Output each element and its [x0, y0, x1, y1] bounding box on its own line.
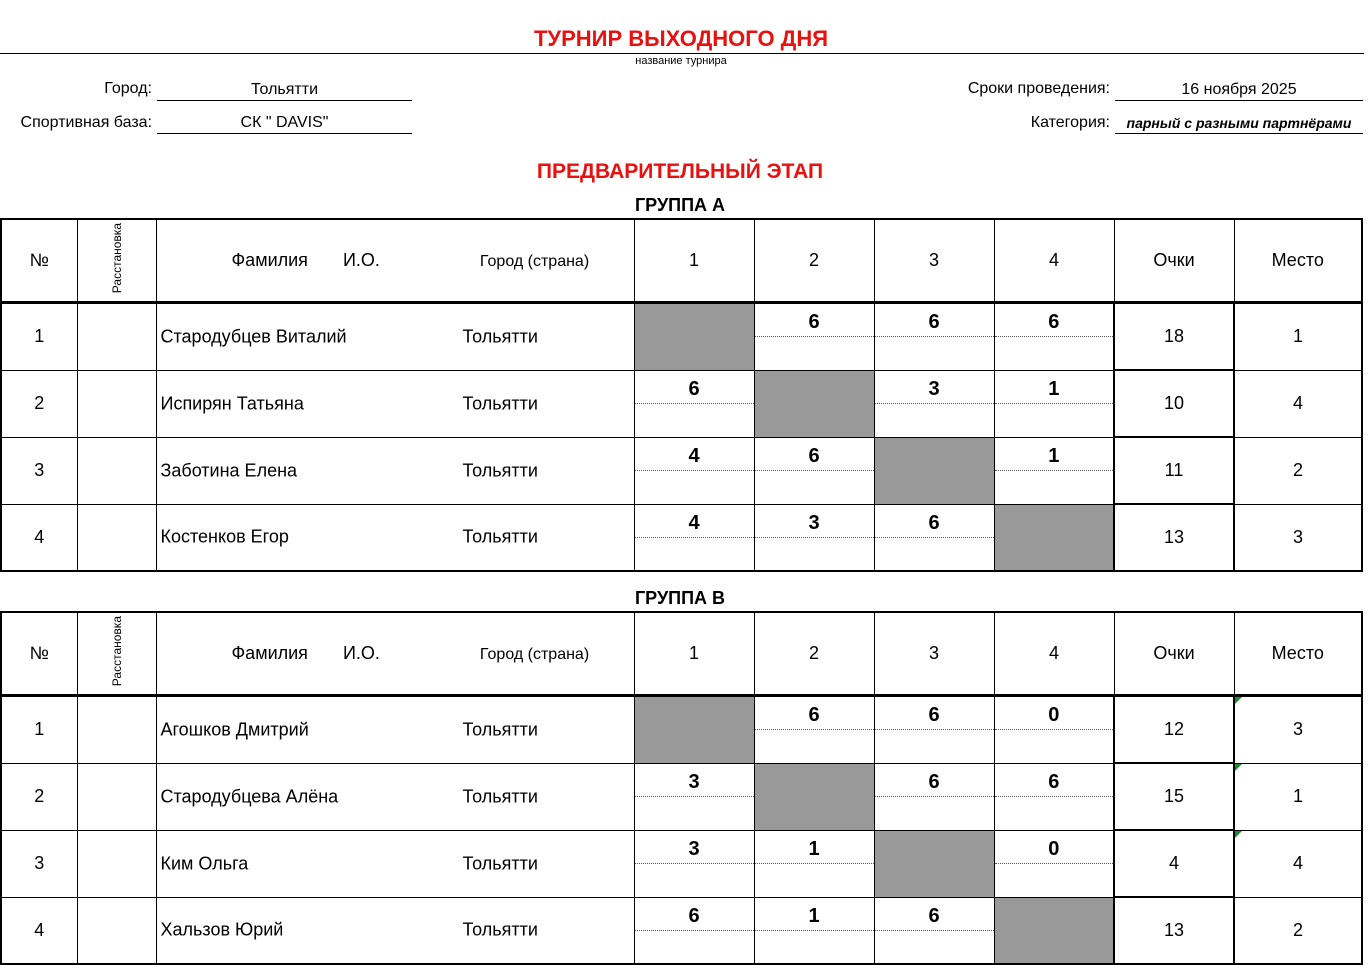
score-value: 6: [875, 505, 994, 538]
score-cell-3[interactable]: [874, 303, 994, 371]
score-cell-3[interactable]: [874, 897, 994, 964]
seeding-cell[interactable]: [77, 696, 156, 764]
row-number: 4: [1, 897, 77, 964]
place-cell[interactable]: [1234, 370, 1362, 437]
place-cell[interactable]: [1234, 830, 1362, 897]
seeding-cell[interactable]: [77, 370, 156, 437]
group-a-title: ГРУППА А: [634, 195, 726, 215]
player-cell[interactable]: [156, 830, 634, 897]
initials-label: И.О.: [342, 250, 380, 270]
tournament-subtitle: название турнира: [635, 55, 727, 67]
place-value: 1: [1292, 326, 1303, 347]
col-points-header: Очки: [1114, 612, 1234, 696]
tournament-title: ТУРНИР ВЫХОДНОГО ДНЯ: [533, 26, 829, 51]
player-city: Тольятти: [462, 393, 538, 413]
row-number: 3: [1, 830, 77, 897]
score-value: 6: [755, 438, 874, 471]
player-city: Тольятти: [462, 526, 538, 547]
seeding-cell[interactable]: [77, 897, 156, 964]
place-cell[interactable]: [1234, 303, 1362, 371]
points-cell[interactable]: 13: [1114, 504, 1234, 571]
row-number: 4: [1, 504, 77, 571]
col-seeding-header: [77, 612, 156, 696]
table-row: [1, 370, 1362, 437]
score-cell-4[interactable]: [994, 303, 1114, 371]
initials-label: И.О.: [342, 643, 380, 663]
points-cell[interactable]: 11: [1114, 437, 1234, 504]
score-cell-4[interactable]: [994, 763, 1114, 830]
points-cell[interactable]: 13: [1114, 897, 1234, 964]
comment-marker-icon[interactable]: [1235, 831, 1242, 838]
score-value: 3: [875, 371, 994, 404]
score-value: 6: [875, 898, 994, 931]
self-match-cell: [634, 696, 754, 764]
title-divider: [0, 53, 1364, 54]
table-header: [1, 612, 1362, 696]
table-row: [1, 303, 1362, 371]
score-cell-1[interactable]: [634, 830, 754, 897]
place-value: 2: [1292, 919, 1303, 940]
group-a-table: [0, 218, 1363, 572]
category-label: Категория:: [1030, 114, 1110, 131]
score-value: 4: [635, 438, 754, 471]
score-cell-4[interactable]: [994, 370, 1114, 437]
score-cell-4[interactable]: [994, 696, 1114, 764]
comment-marker-icon[interactable]: [1235, 764, 1242, 771]
score-cell-1[interactable]: [634, 763, 754, 830]
score-value: 6: [995, 304, 1114, 337]
score-value: 6: [875, 764, 994, 797]
row-number: 1: [1, 303, 77, 371]
player-cell[interactable]: [156, 370, 634, 437]
col-3-header: 3: [874, 612, 994, 696]
place-cell[interactable]: [1234, 763, 1362, 830]
place-cell[interactable]: [1234, 504, 1362, 571]
points-cell[interactable]: 4: [1114, 830, 1234, 897]
table-row: [1, 696, 1362, 764]
col-place-header: Место: [1234, 612, 1362, 696]
table-row: [1, 763, 1362, 830]
place-cell[interactable]: [1234, 696, 1362, 764]
player-name: Испирян Татьяна: [160, 393, 304, 413]
score-cell-1[interactable]: [634, 897, 754, 964]
score-cell-3[interactable]: [874, 504, 994, 571]
seeding-cell[interactable]: [77, 504, 156, 571]
self-match-cell: [754, 370, 874, 437]
city-col-label: Город (страна): [479, 253, 590, 270]
score-cell-1[interactable]: [634, 437, 754, 504]
self-match-cell: [754, 763, 874, 830]
score-cell-3[interactable]: [874, 696, 994, 764]
score-value: 6: [995, 764, 1114, 797]
seeding-label: Расстановка: [109, 615, 124, 687]
score-value: 3: [755, 505, 874, 538]
table-row: [1, 437, 1362, 504]
points-cell[interactable]: 15: [1114, 763, 1234, 830]
seeding-cell[interactable]: [77, 830, 156, 897]
place-value: 2: [1292, 460, 1303, 480]
score-cell-3[interactable]: [874, 763, 994, 830]
score-value: 1: [755, 898, 874, 931]
player-cell[interactable]: [156, 696, 634, 764]
table-row: [1, 504, 1362, 571]
surname-label: Фамилия: [231, 250, 308, 270]
player-cell[interactable]: [156, 763, 634, 830]
score-cell-4[interactable]: [994, 437, 1114, 504]
table-row: [1, 830, 1362, 897]
place-cell[interactable]: [1234, 437, 1362, 504]
score-cell-2[interactable]: [754, 437, 874, 504]
score-value: 6: [875, 697, 994, 730]
player-cell[interactable]: [156, 897, 634, 964]
city-col-label: Город (страна): [479, 646, 590, 663]
player-name: Костенков Егор: [160, 526, 289, 547]
group-b-title: ГРУППА В: [634, 588, 726, 608]
col-number-header: №: [1, 612, 77, 696]
col-3-header: 3: [874, 219, 994, 303]
row-number: 1: [1, 696, 77, 764]
self-match-cell: [874, 830, 994, 897]
place-value: 3: [1292, 719, 1303, 740]
score-value: 1: [995, 438, 1114, 471]
comment-marker-icon[interactable]: [1235, 697, 1242, 704]
place-cell[interactable]: [1234, 897, 1362, 964]
player-city: Тольятти: [462, 786, 538, 806]
col-number-header: №: [1, 219, 77, 303]
player-name: Хальзов Юрий: [160, 919, 284, 940]
col-1-header: 1: [634, 612, 754, 696]
player-city: Тольятти: [462, 853, 538, 873]
place-value: 1: [1292, 786, 1303, 806]
player-name: Агошков Дмитрий: [160, 719, 309, 740]
col-place-header: Место: [1234, 219, 1362, 303]
score-cell-2[interactable]: [754, 303, 874, 371]
score-cell-2[interactable]: [754, 696, 874, 764]
player-cell[interactable]: [156, 303, 634, 371]
surname-label: Фамилия: [231, 643, 308, 663]
points-cell[interactable]: 10: [1114, 370, 1234, 437]
score-cell-2[interactable]: [754, 504, 874, 571]
stage-title: ПРЕДВАРИТЕЛЬНЫЙ ЭТАП: [536, 160, 824, 183]
place-value: 4: [1292, 853, 1303, 873]
dates-label: Сроки проведения:: [967, 80, 1110, 97]
score-value: 1: [755, 831, 874, 864]
seeding-cell[interactable]: [77, 303, 156, 371]
score-value: 4: [635, 505, 754, 538]
player-name: Ким Ольга: [160, 853, 249, 873]
city-label: Город:: [104, 80, 152, 97]
self-match-cell: [994, 504, 1114, 571]
player-name: Стародубцева Алёна: [160, 786, 339, 806]
venue-label: Спортивная база:: [20, 114, 152, 131]
city-field[interactable]: Тольятти: [157, 80, 412, 101]
self-match-cell: [634, 303, 754, 371]
col-seeding-header: [77, 219, 156, 303]
player-city: Тольятти: [462, 460, 538, 480]
player-name: Заботина Елена: [160, 460, 298, 480]
dates-field[interactable]: 16 ноября 2025: [1115, 80, 1363, 101]
score-value: 1: [995, 371, 1114, 404]
row-number: 2: [1, 763, 77, 830]
score-cell-2[interactable]: [754, 830, 874, 897]
place-value: 4: [1292, 393, 1303, 413]
col-4-header: 4: [994, 219, 1114, 303]
col-name-header: [156, 219, 634, 303]
player-city: Тольятти: [462, 326, 538, 347]
score-cell-3[interactable]: [874, 370, 994, 437]
category-field[interactable]: парный с разными партнёрами: [1115, 113, 1363, 134]
score-value: 6: [875, 304, 994, 337]
seeding-label: Расстановка: [109, 222, 124, 294]
col-name-header: [156, 612, 634, 696]
points-cell[interactable]: 12: [1114, 696, 1234, 764]
col-points-header: Очки: [1114, 219, 1234, 303]
col-2-header: 2: [754, 612, 874, 696]
score-cell-1[interactable]: [634, 504, 754, 571]
player-cell[interactable]: [156, 504, 634, 571]
points-cell[interactable]: 18: [1114, 303, 1234, 371]
player-city: Тольятти: [462, 719, 538, 740]
row-number: 3: [1, 437, 77, 504]
score-value: 6: [635, 371, 754, 404]
score-value: 6: [755, 304, 874, 337]
col-1-header: 1: [634, 219, 754, 303]
player-name: Стародубцев Виталий: [160, 326, 347, 347]
table-header: [1, 219, 1362, 303]
self-match-cell: [994, 897, 1114, 964]
col-2-header: 2: [754, 219, 874, 303]
place-value: 3: [1292, 526, 1303, 547]
venue-field[interactable]: СК " DAVIS": [157, 113, 412, 134]
self-match-cell: [874, 437, 994, 504]
seeding-cell[interactable]: [77, 763, 156, 830]
player-cell[interactable]: [156, 437, 634, 504]
score-value: 0: [995, 831, 1114, 864]
score-value: 6: [635, 898, 754, 931]
score-cell-2[interactable]: [754, 897, 874, 964]
score-cell-4[interactable]: [994, 830, 1114, 897]
score-cell-1[interactable]: [634, 370, 754, 437]
col-4-header: 4: [994, 612, 1114, 696]
group-b-table: [0, 611, 1363, 965]
player-city: Тольятти: [462, 919, 538, 940]
score-value: 6: [755, 697, 874, 730]
row-number: 2: [1, 370, 77, 437]
table-row: [1, 897, 1362, 964]
score-value: 3: [635, 764, 754, 797]
seeding-cell[interactable]: [77, 437, 156, 504]
score-value: 3: [635, 831, 754, 864]
score-value: 0: [995, 697, 1114, 730]
